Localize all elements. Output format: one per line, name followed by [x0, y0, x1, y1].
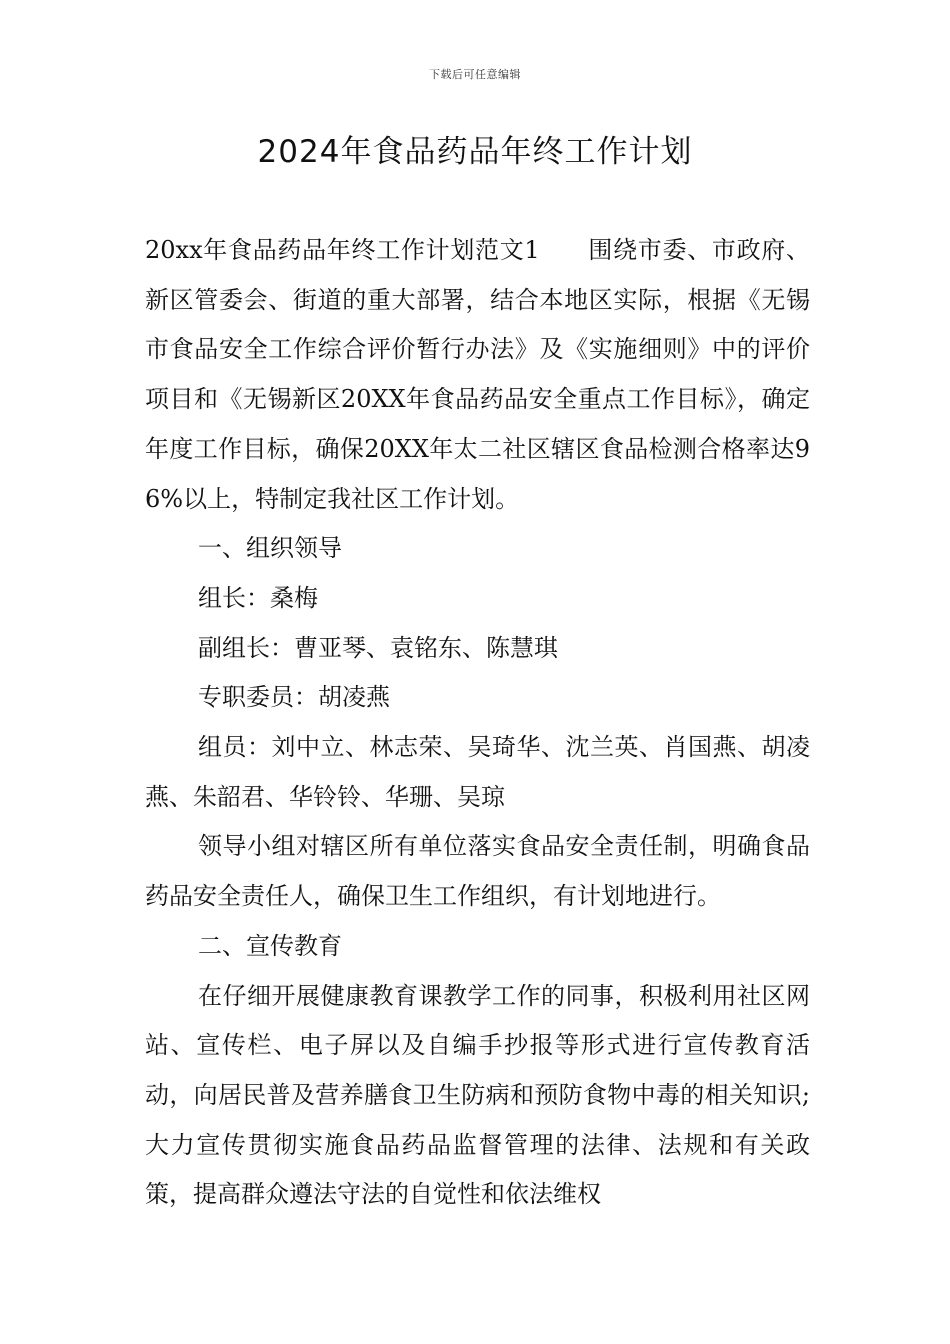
paragraph-publicity-detail: 在仔细开展健康教育课教学工作的同事，积极利用社区网站、宣传栏、电子屏以及自编手抄报等形式进行宣传教育活动，向居民普及营养膳食卫生防病和预防食物中毒的相关知识;大力宣传贯彻实施食品药品监督管理的法律、法规和有关政策，提高群众遵法守法的自觉性和依法维权 [145, 981, 810, 1209]
intro-label: 20xx年食品药品年终工作计划范文1 [145, 236, 540, 264]
paragraph-deputy-leaders: 副组长：曹亚琴、袁铭东、陈慧琪 [198, 633, 558, 662]
paragraph-group-leader: 组长：桑梅 [198, 583, 318, 612]
intro-paragraph [145, 226, 810, 524]
document-body [145, 226, 810, 1220]
paragraph-leadership-duty: 领导小组对辖区所有单位落实食品安全责任制，明确食品药品安全责任人，确保卫生工作组织，有计划地进行。 [145, 832, 810, 911]
paragraph-full-time-member: 专职委员：胡凌燕 [198, 683, 390, 712]
document-title: 2024年食品药品年终工作计划 [257, 134, 693, 170]
paragraph-group-members: 组员：刘中立、林志荣、吴琦华、沈兰英、肖国燕、胡凌燕、朱韶君、华铃铃、华珊、吴琼 [145, 733, 810, 811]
section-heading-publicity: 二、宣传教育 [198, 931, 342, 960]
intro-text: 围绕市委、市政府、新区管委会、街道的重大部署，结合本地区实际，根据《无锡市食品安全工作综合评价暂行办法》及《实施细则》中的评价项目和《无锡新区20XX年食品药品安全重点工作目标》，确定年度工作目标，确保20XX年太二社区辖区食品检测合格率达96%以上，特制定我社区工作计划。 [145, 236, 810, 513]
section-heading-organization: 一、组织领导 [198, 534, 342, 563]
header-note: 下载后可任意编辑 [429, 68, 521, 81]
